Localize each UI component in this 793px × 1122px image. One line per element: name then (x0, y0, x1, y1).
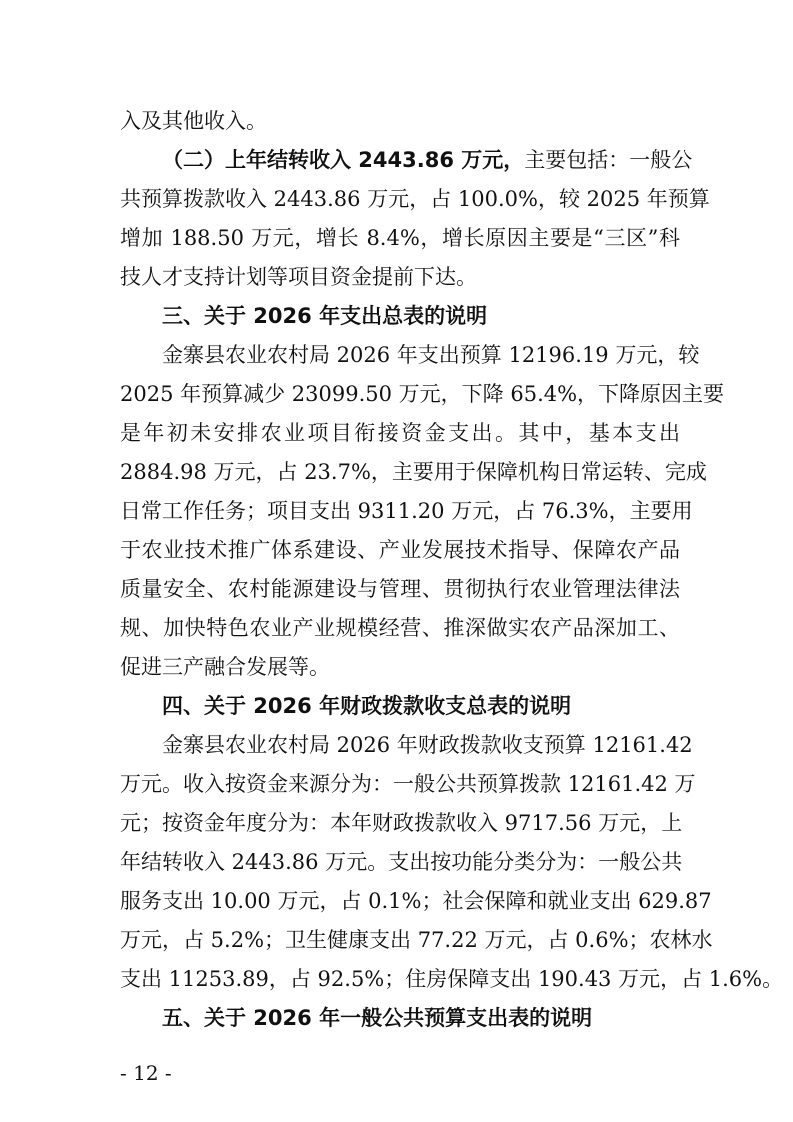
paragraph-line: 促进三产融合发展等。 (120, 655, 330, 679)
paragraph-line: 万元，占 5.2%；卫生健康支出 77.22 万元，占 0.6%；农林水 (120, 928, 713, 952)
paragraph-line: 质量安全、农村能源建设与管理、贯彻执行农业管理法律法 (120, 577, 680, 601)
paragraph-line: 年结转收入 2443.86 万元。支出按功能分类分为：一般公共 (120, 850, 683, 874)
section-heading: 四、关于 2026 年财政拨款收支总表的说明 (162, 694, 572, 718)
paragraph-line: 元；按资金年度分为：本年财政拨款收入 9717.56 万元，上 (120, 811, 683, 835)
paragraph-line: 万元。收入按资金来源分为：一般公共预算拨款 12161.42 万 (120, 772, 696, 796)
subheading-bold: （二）上年结转收入 2443.86 万元， (162, 148, 525, 172)
paragraph-line: 支出 11253.89，占 92.5%；住房保障支出 190.43 万元，占 1.6%。 (120, 967, 784, 991)
paragraph-line: 2884.98 万元，占 23.7%，主要用于保障机构日常运转、完成 (120, 460, 707, 484)
paragraph-text: 主要包括：一般公 (524, 148, 693, 172)
paragraph-line: 是年初未安排农业项目衔接资金支出。其中，基本支出 (120, 421, 680, 445)
section-heading: 五、关于 2026 年一般公共预算支出表的说明 (162, 1006, 593, 1030)
paragraph-line: 规、加快特色农业产业规模经营、推深做实农产品深加工、 (120, 616, 680, 640)
paragraph-line: 技人才支持计划等项目资金提前下达。 (120, 265, 477, 289)
paragraph-line: 金寨县农业农村局 2026 年财政拨款收支预算 12161.42 (162, 733, 693, 757)
section-heading: 三、关于 2026 年支出总表的说明 (162, 304, 488, 328)
paragraph-line: 金寨县农业农村局 2026 年支出预算 12196.19 万元，较 (162, 343, 700, 367)
paragraph-line: 增加 188.50 万元，增长 8.4%，增长原因主要是“三区”科 (120, 226, 680, 250)
paragraph-line (162, 145, 693, 175)
paragraph-line: 共预算拨款收入 2443.86 万元，占 100.0%，较 2025 年预算 (120, 187, 710, 211)
paragraph-line: 入及其他收入。 (120, 109, 267, 133)
paragraph-line: 于农业技术推广体系建设、产业发展技术指导、保障农产品 (120, 538, 680, 562)
page-number: - 12 - (120, 1061, 172, 1085)
paragraph-line: 2025 年预算减少 23099.50 万元，下降 65.4%，下降原因主要 (120, 382, 725, 406)
paragraph-line: 日常工作任务；项目支出 9311.20 万元，占 76.3%，主要用 (120, 499, 693, 523)
paragraph-line: 服务支出 10.00 万元，占 0.1%；社会保障和就业支出 629.87 (120, 889, 712, 913)
